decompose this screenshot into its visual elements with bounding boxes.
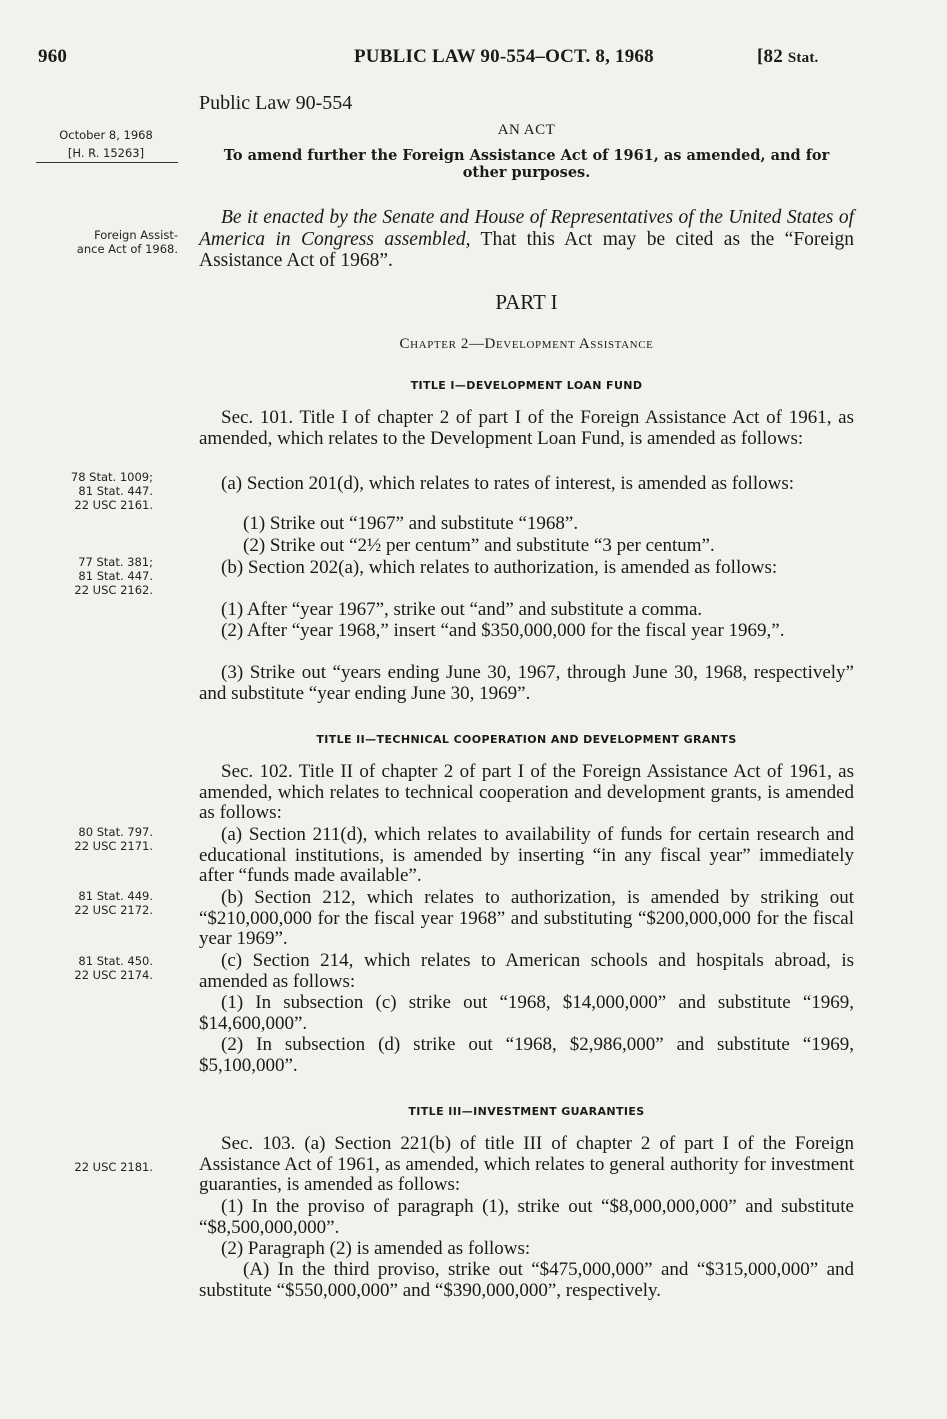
margin-ref: 81 Stat. 447. [78,569,153,583]
sec-103-a-2-A: (A) In the third proviso, strike out “$475,000,000” and “$315,000,000” and substitute “$550,000,000” and “$390,000,000”, respectively. [199,1259,854,1301]
margin-ref: 22 USC 2162. [74,583,153,597]
public-law-name: Public Law 90-554 [199,92,353,114]
sec-101-a-1: (1) Strike out “1967” and substitute “1968”. [243,513,579,534]
margin-bill-number: [H. R. 15263] [67,146,145,160]
stat-prefix: [82 [757,46,788,67]
sec-101-a-2: (2) Strike out “2½ per centum” and substitute “3 per centum”. [243,535,715,556]
margin-ref: 77 Stat. 381; [78,555,153,569]
sec-102-c-2: (2) In subsection (d) strike out “1968, $2,986,000” and substitute “1969, $5,100,000”. [199,1034,854,1076]
enacting-italic: Be it enacted by the Senate and House of Representatives of the United States of America in Congress assembled, [199,207,854,250]
sec-102-a: (a) Section 211(d), which relates to availability of funds for certain research and educational institutions, is amended by inserting “in any fiscal year” immediately after “funds made available”. [199,824,854,886]
margin-ref: 80 Stat. 797. [78,825,153,839]
sec-103-a-1: (1) In the proviso of paragraph (1), strike out “$8,000,000,000” and substitute “$8,500,000,000”. [199,1196,854,1238]
margin-short-title-1: Foreign Assist- [94,228,178,242]
enacting-clause [199,207,854,272]
sec-101-b-1: (1) After “year 1967”, strike out “and” and substitute a comma. [221,599,703,620]
margin-ref: 22 USC 2172. [74,903,153,917]
sec-102-c-1: (1) In subsection (c) strike out “1968, $14,000,000” and substitute “1969, $14,600,000”. [199,992,854,1034]
sec-101: Sec. 101. Title I of chapter 2 of part I of the Foreign Assistance Act of 1961, as amended, which relates to the Development Loan Fund, is amended as follows: [199,407,854,449]
margin-ref: 22 USC 2174. [74,968,153,982]
sec-102-c: (c) Section 214, which relates to American schools and hospitals abroad, is amended as follows: [199,950,854,992]
act-purpose: To amend further the Foreign Assistance Act of 1961, as amended, and for other purposes. [223,147,830,181]
sec-102: Sec. 102. Title II of chapter 2 of part I of the Foreign Assistance Act of 1961, as amended, which relates to technical cooperation and development grants, is amended as follows: [199,761,854,823]
sec-102-b: (b) Section 212, which relates to authorization, is amended by striking out “$210,000,000 for the fiscal year 1968” and substituting “$200,000,000 for the fiscal year 1969”. [199,887,854,949]
margin-ref: 81 Stat. 447. [78,484,153,498]
stat-word: Stat. [787,50,819,66]
stat-volume [757,46,818,68]
sec-101-b: (b) Section 202(a), which relates to authorization, is amended as follows: [221,557,778,578]
sec-101-b-3: (3) Strike out “years ending June 30, 1967, through June 30, 1968, respectively” and substitute “year ending June 30, 1969”. [199,662,854,704]
title-heading-1: TITLE I—DEVELOPMENT LOAN FUND [410,379,643,392]
act-heading: AN ACT [497,122,556,138]
margin-ref: 22 USC 2171. [74,839,153,853]
running-title: PUBLIC LAW 90-554–OCT. 8, 1968 [354,46,654,67]
margin-ref: 22 USC 2181. [74,1160,153,1174]
margin-date: October 8, 1968 [59,128,153,142]
chapter-heading: Chapter 2—Development Assistance [399,336,654,352]
sec-103: Sec. 103. (a) Section 221(b) of title III of chapter 2 of part I of the Foreign Assistance Act of 1961, as amended, which relates to general authority for investment guaranties, is amended as follows: [199,1133,854,1195]
title-heading-3: TITLE III—INVESTMENT GUARANTIES [408,1105,645,1118]
sec-101-b-2: (2) After “year 1968,” insert “and $350,000,000 for the fiscal year 1969,”. [221,620,785,641]
sec-103-a-2: (2) Paragraph (2) is amended as follows: [221,1238,531,1259]
margin-ref: 81 Stat. 449. [78,889,153,903]
margin-ref: 78 Stat. 1009; [70,470,153,484]
page-number: 960 [38,46,68,67]
enacting-rest: That this Act may be cited as the “Foreign Assistance Act of 1968”. [199,228,854,271]
part-heading: PART I [495,290,558,314]
margin-ref: 81 Stat. 450. [78,954,153,968]
margin-short-title-2: ance Act of 1968. [76,242,178,256]
title-heading-2: TITLE II—TECHNICAL COOPERATION AND DEVELOPMENT GRANTS [316,733,737,746]
margin-divider [36,162,178,163]
margin-ref: 22 USC 2161. [74,498,153,512]
sec-101-a: (a) Section 201(d), which relates to rates of interest, is amended as follows: [221,473,794,494]
